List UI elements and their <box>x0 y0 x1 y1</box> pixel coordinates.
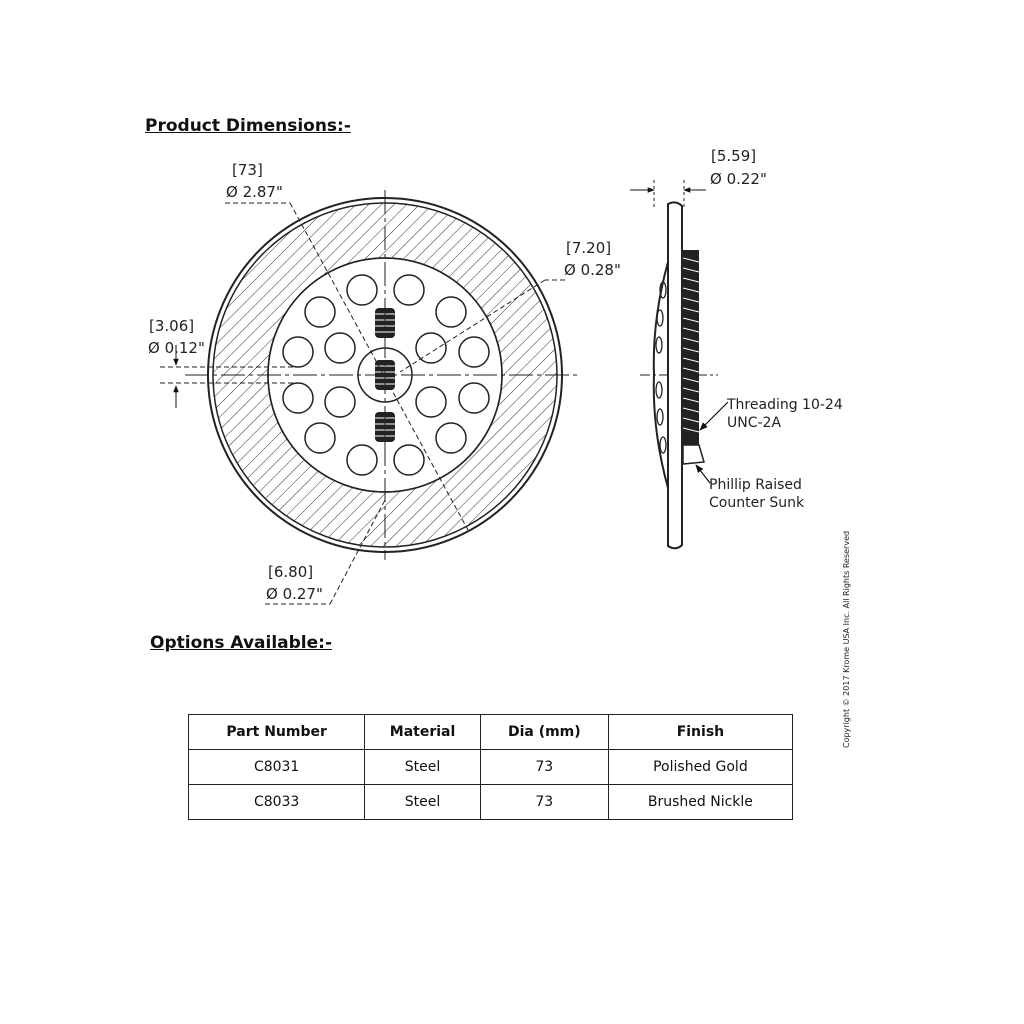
table-row <box>189 750 793 785</box>
cell-dia: 73 <box>480 750 608 785</box>
screw-label-1: Phillip Raised <box>709 477 802 493</box>
thickness-inch: Ø 0.22" <box>710 170 767 188</box>
cell-part-number: C8033 <box>189 785 365 820</box>
screw-label-2: Counter Sunk <box>709 495 805 511</box>
outer-dia-inch: Ø 2.87" <box>226 183 283 201</box>
header-part-number: Part Number <box>189 715 365 750</box>
center-hole-mm: [7.20] <box>566 239 612 257</box>
cell-part-number: C8031 <box>189 750 365 785</box>
header-finish: Finish <box>608 715 792 750</box>
options-table <box>188 714 793 820</box>
header-material: Material <box>365 715 481 750</box>
center-hole-inch: Ø 0.28" <box>564 261 621 279</box>
outer-dia-mm: [73] <box>232 161 263 179</box>
cell-dia: 73 <box>480 785 608 820</box>
threading-label-1: Threading 10-24 <box>727 397 843 413</box>
cell-finish: Brushed Nickle <box>608 785 792 820</box>
small-hole-mm: [3.06] <box>149 317 195 335</box>
dimensions-heading: Product Dimensions:- <box>145 116 351 136</box>
header-dia: Dia (mm) <box>480 715 608 750</box>
threading-label-2: UNC-2A <box>727 415 782 431</box>
cell-material: Steel <box>365 750 481 785</box>
small-hole-inch: Ø 0.12" <box>148 339 205 357</box>
threaded-screw <box>683 250 699 445</box>
hole-offset-inch: Ø 0.27" <box>266 585 323 603</box>
hole-offset-mm: [6.80] <box>268 563 314 581</box>
side-view <box>630 180 728 548</box>
cell-finish: Polished Gold <box>608 750 792 785</box>
front-view <box>160 190 580 604</box>
options-heading: Options Available:- <box>150 633 333 653</box>
plate-profile <box>668 202 682 548</box>
countersunk-head <box>683 445 704 464</box>
cell-material: Steel <box>365 785 481 820</box>
thickness-mm: [5.59] <box>711 147 757 165</box>
copyright-notice: Copyright © 2017 Krome USA Inc. All Rights Reserved <box>842 530 851 748</box>
table-header-row <box>189 715 793 750</box>
table-row <box>189 785 793 820</box>
